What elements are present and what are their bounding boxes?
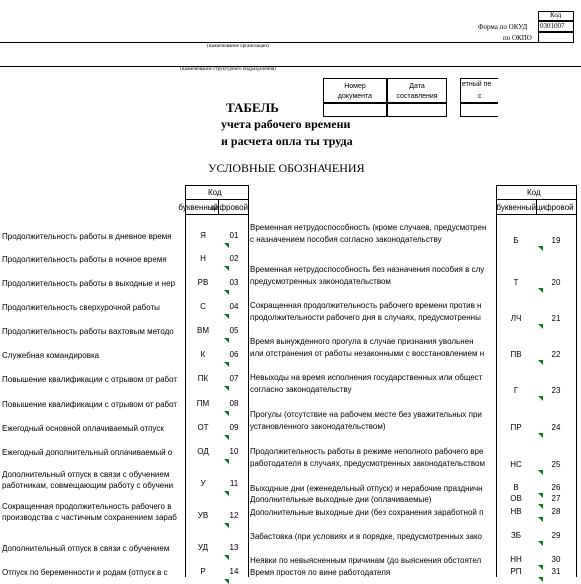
right-row-digit: 26 [551, 483, 561, 492]
left-row-letter: К [200, 350, 206, 359]
right-row-letter: ЗБ [510, 531, 522, 540]
right-kod-top [496, 185, 576, 186]
left-row-letter: ПМ [196, 399, 210, 408]
left-row-letter-cell[interactable] [186, 275, 218, 293]
left-row-label: Продолжительность работы в ночное время [2, 255, 167, 264]
left-sep-b [218, 199, 219, 214]
left-row-letter: Н [200, 254, 206, 263]
left-row-marker [224, 338, 229, 343]
left-row-digit: 06 [229, 350, 239, 359]
period-label: етный пе [462, 81, 492, 88]
left-row-digit: 04 [229, 302, 239, 311]
right-row-label: Невыходы на время исполнения государственных или общест согласно законодательству [250, 373, 483, 394]
left-kod-header: Код [208, 188, 222, 197]
form-title: ТАБЕЛЬ [226, 100, 279, 115]
right-sep-a [496, 185, 497, 577]
left-row-marker [224, 491, 229, 496]
doc-date-value[interactable] [387, 103, 447, 117]
right-row-letter: НВ [510, 507, 522, 516]
left-row-digit: 07 [229, 374, 239, 383]
left-row-letter-cell[interactable] [186, 323, 218, 341]
left-row-digit: 08 [229, 399, 239, 408]
left-row-marker [224, 362, 229, 367]
right-row-label: Забастовка (при условиях и в порядке, предусмотренных зако [250, 532, 482, 541]
left-row-letter: ОТ [197, 423, 209, 432]
left-col-letter-header: буквенный [178, 203, 218, 212]
left-row-letter-cell[interactable] [186, 251, 218, 269]
right-row-marker [538, 288, 543, 293]
left-row-label: Ежегодный дополнительный оплачиваемый о [2, 448, 173, 457]
left-row-label: Продолжительность сверхурочной работы [2, 303, 160, 312]
right-row-digit: 28 [551, 507, 561, 516]
right-row-label: Дополнительные выходные дни (оплачиваемые) [250, 495, 432, 504]
left-row-digit: 14 [229, 567, 239, 576]
right-row-letter: НН [510, 555, 522, 564]
right-row-label: Время простоя по вине работодателя [250, 568, 391, 577]
left-row-letter-cell[interactable] [186, 476, 218, 494]
right-row-marker [538, 360, 543, 365]
left-row-letter-cell[interactable] [186, 444, 218, 462]
doc-number-label: Номер документа [337, 83, 373, 100]
right-sep-c [576, 185, 577, 577]
left-row-letter: УВ [197, 511, 209, 520]
left-row-marker [224, 555, 229, 560]
left-row-label: Сокращенная продолжительность рабочего в производства с частичным сохранением зараб [2, 502, 177, 522]
org-name-line[interactable] [0, 42, 538, 43]
left-row-digit: 05 [229, 326, 239, 335]
left-row-marker [224, 435, 229, 440]
left-row-letter: ПК [197, 374, 209, 383]
left-row-letter-cell[interactable] [186, 540, 218, 558]
left-sep-c [248, 185, 249, 577]
left-row-label: Отпуск по беременности и родам (отпуск в с [2, 568, 168, 577]
left-row-label: Повышение квалификации с отрывом от работ [2, 400, 178, 409]
left-row-letter-cell[interactable] [186, 228, 218, 246]
left-row-letter-cell[interactable] [186, 564, 218, 582]
left-row-letter-cell[interactable] [186, 396, 218, 414]
left-row-letter: У [200, 479, 206, 488]
right-sep-b [536, 199, 537, 214]
right-col-letter-header: буквенный [496, 203, 536, 212]
right-row-letter: Т [513, 278, 519, 287]
right-row-marker [538, 577, 543, 582]
left-row-marker [224, 314, 229, 319]
right-row-label: Прогулы (отсутствие на рабочем месте без уважительных при установленного законодательством) [250, 410, 482, 431]
dept-name-line[interactable] [0, 66, 581, 67]
doc-number-value[interactable] [323, 103, 387, 117]
left-row-label: Продолжительность работы вахтовым методо [2, 327, 174, 336]
left-row-marker [224, 386, 229, 391]
right-row-digit: 20 [551, 278, 561, 287]
left-row-letter: Р [200, 567, 206, 576]
right-row-letter: Б [513, 236, 519, 245]
left-row-digit: 03 [229, 278, 239, 287]
right-row-marker [538, 324, 543, 329]
right-row-letter: ЛЧ [510, 314, 522, 323]
left-row-letter-cell[interactable] [186, 420, 218, 438]
left-row-label: Ежегодный основной оплачиваемый отпуск [2, 424, 164, 433]
left-row-digit: 10 [229, 447, 239, 456]
left-row-letter-cell[interactable] [186, 371, 218, 389]
right-row-digit: 19 [551, 236, 561, 245]
right-row-marker [538, 541, 543, 546]
left-row-marker [224, 243, 229, 248]
right-row-letter: ОВ [510, 494, 522, 503]
doc-date-label: Дата составления [396, 83, 438, 100]
form-subtitle-1: учета рабочего времени [221, 117, 351, 131]
right-kod-bottom [496, 214, 576, 215]
left-col-digit-header: цифровой [210, 203, 248, 212]
right-row-label: Дополнительные выходные дни (без сохранения заработной п [250, 508, 484, 517]
right-row-digit: 29 [551, 531, 561, 540]
right-row-marker [538, 470, 543, 475]
right-row-letter: ПР [510, 423, 522, 432]
right-kod-header: Код [527, 188, 541, 197]
left-row-marker [224, 411, 229, 416]
left-row-label: Продолжительность работы в выходные и нер [2, 279, 175, 288]
right-row-digit: 22 [551, 350, 561, 359]
okpo-label: по ОКПО [503, 34, 532, 42]
left-row-letter: УД [197, 543, 209, 552]
left-row-label: Продолжительность работы в дневное время [2, 232, 172, 241]
okud-value: 0301007 [540, 22, 565, 30]
left-row-digit: 11 [229, 479, 239, 488]
right-row-letter: НС [510, 460, 522, 469]
right-row-label: Сокращенная продолжительность рабочего времени против н продолжительности рабочего дня в случаях, предусмотренны [250, 301, 482, 322]
right-row-digit: 24 [551, 423, 561, 432]
section-title: УСЛОВНЫЕ ОБОЗНАЧЕНИЯ [208, 161, 365, 175]
left-row-letter: С [200, 302, 206, 311]
right-row-digit: 31 [551, 567, 561, 576]
left-row-letter-cell[interactable] [186, 299, 218, 317]
left-row-digit: 02 [229, 254, 239, 263]
right-row-letter: Г [513, 386, 519, 395]
left-kod-top [185, 185, 248, 186]
right-col-digit-header: цифровой [536, 203, 574, 212]
left-row-letter-cell[interactable] [186, 508, 218, 526]
left-row-letter: ОД [197, 447, 209, 456]
right-row-marker [538, 246, 543, 251]
right-row-label: Неявки по невыясненным причинам (до выяснения обстоятел [250, 556, 482, 565]
right-row-marker [538, 517, 543, 522]
right-row-label: Временная нетрудоспособность (кроме случаев, предусмотрен с назначением пособия согласно законодательству [250, 223, 487, 244]
form-subtitle-2: и расчета опла ты труда [221, 134, 353, 148]
right-row-letter: В [513, 483, 519, 492]
left-row-letter: Я [200, 231, 206, 240]
right-row-digit: 21 [551, 314, 561, 323]
left-kod-mid [185, 199, 248, 200]
right-row-label: Выходные дни (еженедельный отпуск) и нерабочие праздничн [250, 484, 483, 493]
right-row-letter: РП [510, 567, 522, 576]
right-row-digit: 30 [551, 555, 561, 564]
right-row-marker [538, 433, 543, 438]
right-row-digit: 25 [551, 460, 561, 469]
left-row-marker [224, 266, 229, 271]
left-row-letter-cell[interactable] [186, 347, 218, 365]
left-row-label: Служебная командировка [2, 351, 100, 360]
period-from-label: с [478, 93, 482, 100]
left-row-digit: 12 [229, 511, 239, 520]
left-kod-bottom [185, 214, 248, 215]
left-row-digit: 01 [229, 231, 239, 240]
org-caption: (наименование организации) [207, 44, 269, 49]
left-row-marker [224, 459, 229, 464]
right-row-marker [538, 396, 543, 401]
okud-label: Форма по ОКУД [478, 23, 528, 31]
right-row-letter: ПВ [510, 350, 522, 359]
okpo-value-box[interactable] [538, 32, 574, 43]
code-header-label: Код [550, 11, 562, 19]
left-row-digit: 13 [229, 543, 239, 552]
left-row-digit: 09 [229, 423, 239, 432]
left-row-label: Дополнительный отпуск в связи с обучением работникам, совмещающим работу с обучени [2, 470, 174, 490]
left-row-label: Дополнительный отпуск в связи с обучением [2, 544, 170, 553]
period-value[interactable] [460, 103, 498, 117]
right-row-label: Временная нетрудоспособность без назначения пособия в слу предусмотренных законодательством [250, 265, 485, 286]
left-row-marker [224, 290, 229, 295]
dept-caption: (наименование структурного подразделения) [180, 67, 276, 72]
right-row-digit: 23 [551, 386, 561, 395]
right-row-digit: 27 [551, 494, 561, 503]
right-row-label: Время вынужденного прогула в случае признания увольнен или отстранения от работы незаконными с восстановлением н [250, 337, 485, 358]
left-row-letter: ВМ [197, 326, 209, 335]
left-row-marker [224, 523, 229, 528]
right-row-label: Продолжительность работы в режиме неполного рабочего вре работодателя в случаях, предусмотренных законодательством [250, 447, 485, 468]
left-row-letter: РВ [197, 278, 209, 287]
left-row-label: Повышение квалификации с отрывом от работ [2, 375, 178, 384]
left-row-marker [224, 579, 229, 584]
